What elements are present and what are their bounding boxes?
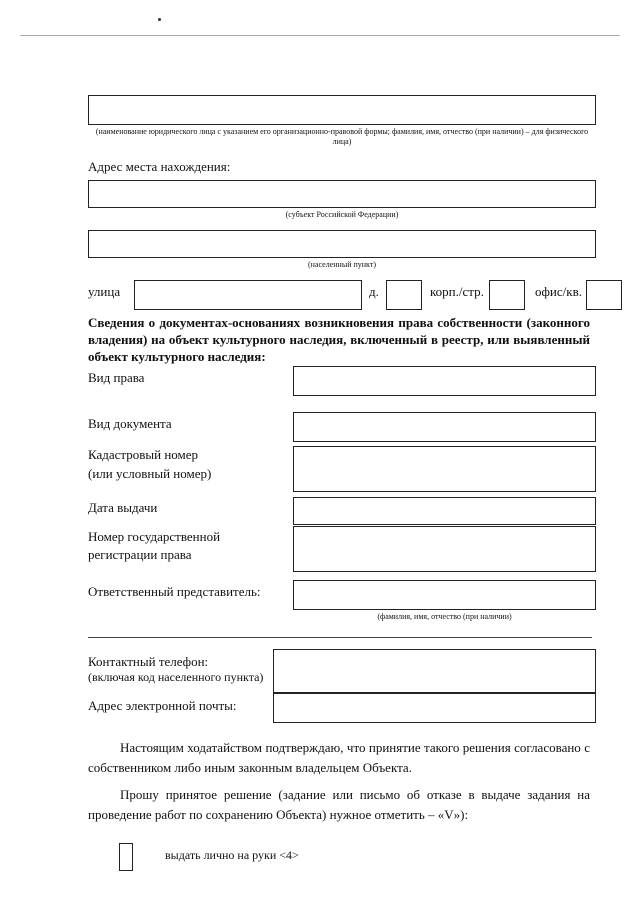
cadastral-field[interactable] (293, 446, 596, 492)
reg-label-1: Номер государственной (88, 529, 221, 544)
org-name-caption: (наименование юридического лица с указанием его организационно-правовой формы; фамилия, имя, отчество (при наличии) – для физического лица) (95, 127, 589, 146)
issue-date-label: Дата выдачи (88, 500, 158, 515)
option-1-label: выдать лично на руки <4> (165, 848, 299, 862)
top-rule (20, 35, 620, 36)
subject-caption: (субъект Российской Федерации) (285, 210, 399, 219)
cadastral-label-1: Кадастровый номер (88, 447, 199, 462)
cadastral-label-2: (или условный номер) (88, 466, 212, 481)
right-type-label: Вид права (88, 370, 145, 385)
street-label: улица (88, 284, 121, 299)
email-field[interactable] (273, 693, 596, 723)
locality-field[interactable] (88, 230, 596, 258)
phone-label-2: (включая код населенного пункта) (88, 670, 264, 684)
issue-date-field[interactable] (293, 497, 596, 525)
house-field[interactable] (386, 280, 422, 310)
phone-field[interactable] (273, 649, 596, 693)
representative-field[interactable] (293, 580, 596, 610)
building-field[interactable] (489, 280, 525, 310)
locality-caption: (населенный пункт) (308, 260, 376, 269)
reg-label-2: регистрации права (88, 547, 192, 562)
subject-field[interactable] (88, 180, 596, 208)
scan-dot (158, 18, 161, 21)
right-type-field[interactable] (293, 366, 596, 396)
request-paragraph (88, 785, 590, 825)
reg-field[interactable] (293, 526, 596, 572)
confirmation-paragraph (88, 738, 590, 778)
office-field[interactable] (586, 280, 622, 310)
house-label: д. (369, 284, 379, 299)
email-label: Адрес электронной почты: (88, 698, 237, 713)
office-label: офис/кв. (535, 284, 582, 299)
street-field[interactable] (134, 280, 362, 310)
org-name-field[interactable] (88, 95, 596, 125)
separator-line (88, 637, 592, 638)
option-1-checkbox[interactable] (119, 843, 133, 871)
representative-caption: (фамилия, имя, отчество (при наличии) (377, 612, 512, 621)
docs-heading: Сведения о документах-основаниях возникновения права собственности (законного владения) на объект культурного наследия, включенный в реестр, или выявленный объект культурного наследия: (88, 315, 590, 364)
doc-type-field[interactable] (293, 412, 596, 442)
building-label: корп./стр. (430, 284, 484, 299)
representative-label: Ответственный представитель: (88, 584, 261, 599)
confirmation-text: Настоящим ходатайством подтверждаю, что принятие такого решения согласовано с собственником либо иным законным владельцем Объекта. (88, 740, 590, 775)
address-heading: Адрес места нахождения: (88, 159, 231, 174)
request-text: Прошу принятое решение (задание или письмо об отказе в выдаче задания на проведение работ по сохранению Объекта) нужное отметить – «V»): (88, 787, 590, 822)
doc-type-label: Вид документа (88, 416, 172, 431)
phone-label-1: Контактный телефон: (88, 654, 209, 669)
